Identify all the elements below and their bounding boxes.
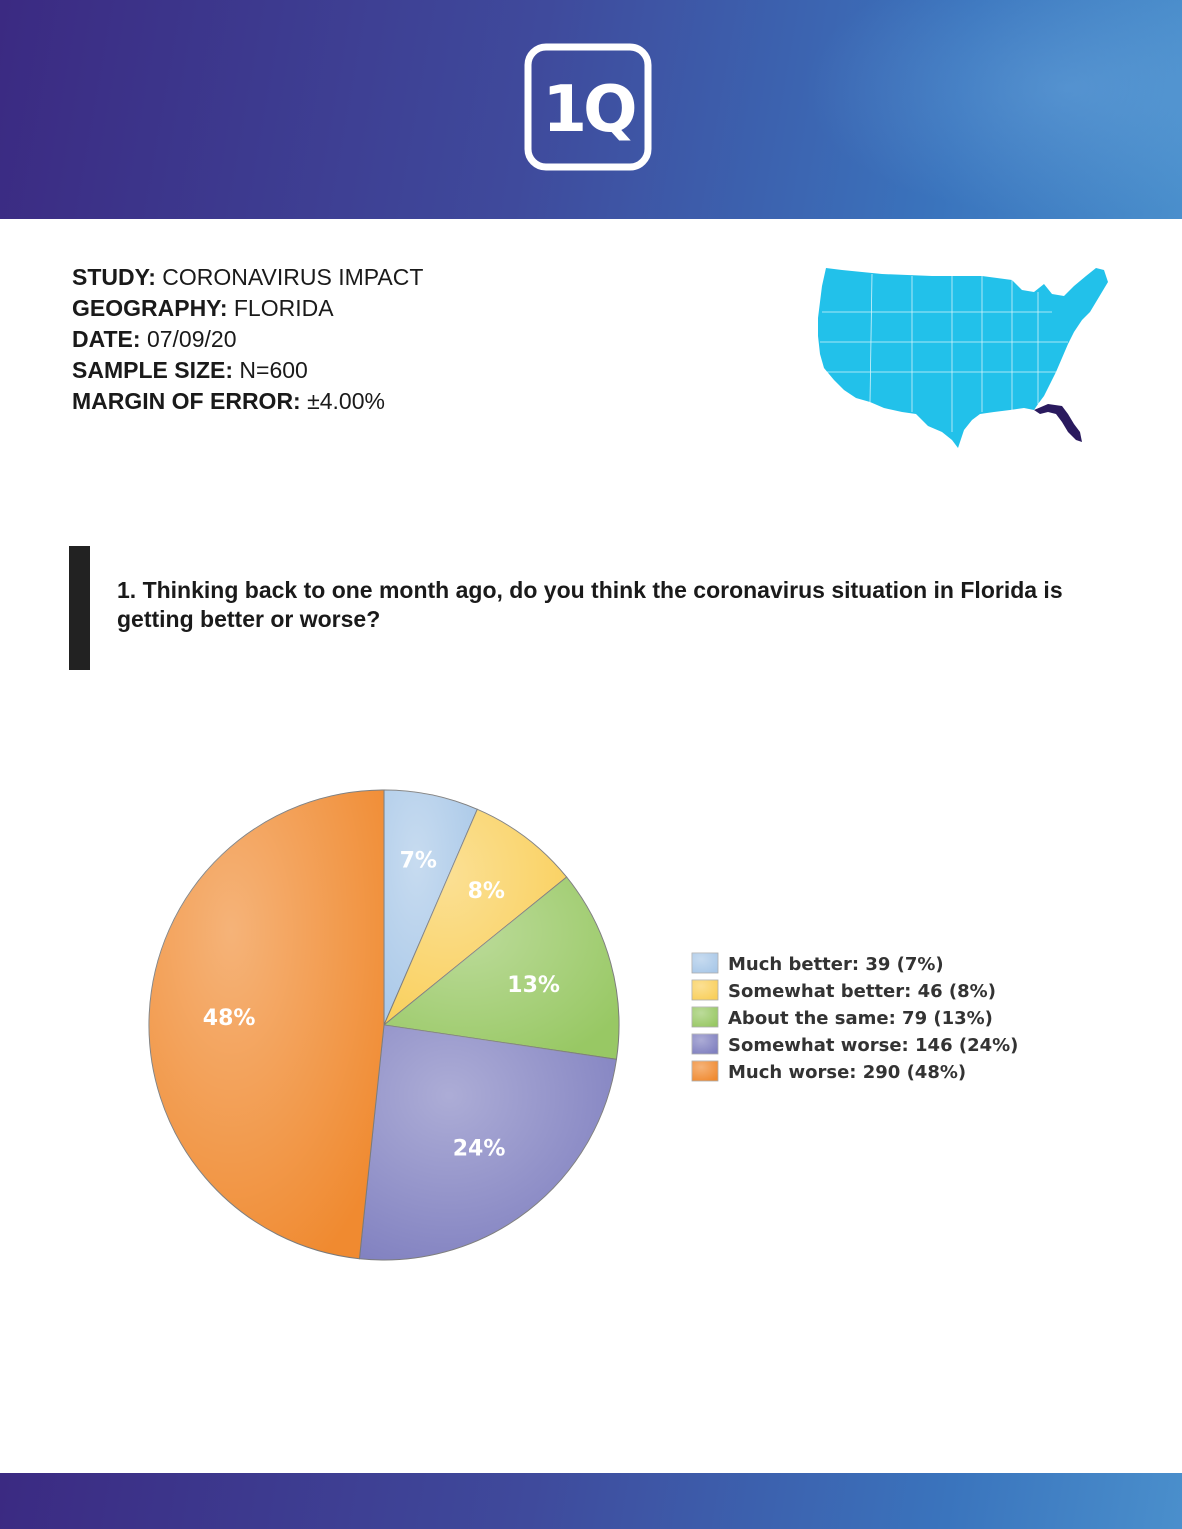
- study-value: CORONAVIRUS IMPACT: [162, 264, 424, 290]
- geography-value: FLORIDA: [233, 295, 334, 321]
- legend-label-somewhat-better: Somewhat better: 46 (8%): [728, 981, 996, 1002]
- legend-swatch-shade-much-worse: [692, 1061, 718, 1081]
- margin-of-error-key: MARGIN OF ERROR:: [72, 388, 301, 414]
- geography-key: GEOGRAPHY:: [72, 295, 228, 321]
- florida-shape: [1034, 404, 1082, 442]
- date-row: [72, 324, 423, 355]
- logo-text: 1Q: [542, 73, 634, 147]
- us-map: [812, 262, 1112, 452]
- date-value: 07/09/20: [146, 326, 237, 352]
- pie-chart: [140, 780, 1100, 1280]
- footer-banner: [0, 1473, 1182, 1529]
- slice-label-much-better: 7%: [399, 848, 437, 874]
- legend-swatch-shade-somewhat-better: [692, 980, 718, 1000]
- question-accent-bar: [69, 546, 90, 670]
- date-key: DATE:: [72, 326, 141, 352]
- legend-label-much-better: Much better: 39 (7%): [728, 954, 944, 975]
- sample-size-row: [72, 355, 423, 386]
- sample-size-value: N=600: [239, 357, 308, 383]
- geography-row: [72, 293, 423, 324]
- slice-label-much-worse: 48%: [202, 1005, 256, 1031]
- legend-label-about-the-same: About the same: 79 (13%): [728, 1008, 993, 1029]
- legend-label-somewhat-worse: Somewhat worse: 146 (24%): [728, 1035, 1019, 1056]
- chart-legend: [692, 953, 1018, 1083]
- margin-of-error-row: [72, 386, 423, 417]
- slice-label-somewhat-worse: 24%: [452, 1136, 506, 1162]
- study-info: [72, 262, 423, 417]
- slice-label-about-the-same: 13%: [507, 973, 560, 999]
- margin-of-error-value: ±4.00%: [307, 388, 385, 414]
- header-glow: [802, 0, 1182, 219]
- logo: [524, 43, 652, 171]
- header-banner: [0, 0, 1182, 219]
- legend-label-much-worse: Much worse: 290 (48%): [728, 1062, 967, 1083]
- legend-swatch-shade-much-better: [692, 953, 718, 973]
- sample-size-key: SAMPLE SIZE:: [72, 357, 234, 383]
- study-key: STUDY:: [72, 264, 156, 290]
- slice-label-somewhat-better: 8%: [467, 879, 505, 905]
- legend-swatch-shade-about-the-same: [692, 1007, 718, 1027]
- question-text: 1. Thinking back to one month ago, do you think the coronavirus situation in Florida is getting better or worse?: [117, 577, 1063, 632]
- pie-slice-shade-much-worse: [149, 790, 384, 1259]
- study-row: [72, 262, 423, 293]
- legend-swatch-shade-somewhat-worse: [692, 1034, 718, 1054]
